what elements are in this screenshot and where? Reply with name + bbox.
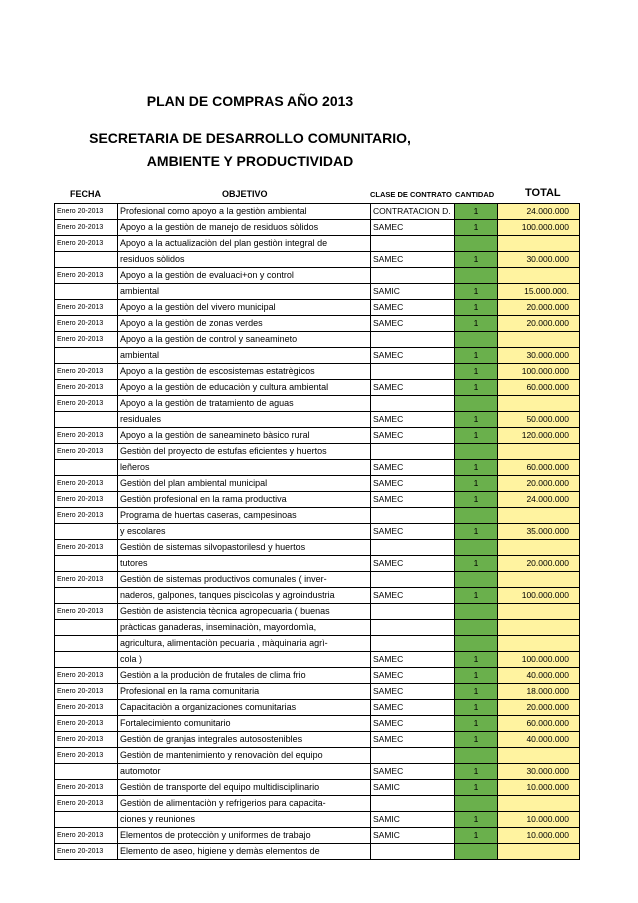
cell-cantidad — [455, 620, 498, 636]
cell-objetivo: Apoyo a la gestiòn de educaciòn y cultura ambiental — [118, 380, 371, 396]
cell-objetivo: Gestiòn del plan ambiental municipal — [118, 476, 371, 492]
cell-total — [498, 844, 580, 860]
cell-fecha: Enero 20-2013 — [55, 268, 118, 284]
cell-total: 100.000.000 — [498, 220, 580, 236]
cell-fecha: Enero 20-2013 — [55, 396, 118, 412]
cell-total — [498, 236, 580, 252]
cell-cantidad: 1 — [455, 460, 498, 476]
table-row — [55, 268, 580, 284]
cell-objetivo: automotor — [118, 764, 371, 780]
table-row — [55, 412, 580, 428]
cell-objetivo: y escolares — [118, 524, 371, 540]
cell-cantidad: 1 — [455, 204, 498, 220]
cell-cantidad — [455, 540, 498, 556]
table-row — [55, 236, 580, 252]
cell-fecha — [55, 556, 118, 572]
cell-objetivo: ciones y reuniones — [118, 812, 371, 828]
cell-objetivo: Apoyo a la gestiòn del vivero municipal — [118, 300, 371, 316]
cell-cantidad: 1 — [455, 716, 498, 732]
cell-clase-contrato — [371, 604, 455, 620]
cell-objetivo: Capacitaciòn a organizaciones comunitarias — [118, 700, 371, 716]
subtitle-line-2: AMBIENTE Y PRODUCTIVIDAD — [146, 153, 354, 169]
cell-objetivo: Gestiòn del proyecto de estufas eficientes y huertos — [118, 444, 371, 460]
cell-objetivo: Apoyo a la gestiòn de manejo de residuos sòlidos — [118, 220, 371, 236]
header-fecha: FECHA — [70, 189, 101, 199]
table-row — [55, 476, 580, 492]
table-row — [55, 380, 580, 396]
table-row — [55, 284, 580, 300]
table-row — [55, 524, 580, 540]
cell-fecha — [55, 460, 118, 476]
cell-total: 15.000.000. — [498, 284, 580, 300]
cell-cantidad — [455, 508, 498, 524]
cell-objetivo: Gestiòn a la produciòn de frutales de clima frio — [118, 668, 371, 684]
cell-total: 24.000.000 — [498, 204, 580, 220]
cell-clase-contrato: SAMEC — [371, 348, 455, 364]
cell-cantidad: 1 — [455, 412, 498, 428]
cell-clase-contrato: SAMEC — [371, 716, 455, 732]
cell-cantidad: 1 — [455, 348, 498, 364]
cell-objetivo: naderos, galpones, tanques piscìcolas y agroindustria — [118, 588, 371, 604]
cell-cantidad: 1 — [455, 220, 498, 236]
cell-objetivo: ambiental — [118, 284, 371, 300]
cell-clase-contrato: SAMEC — [371, 252, 455, 268]
cell-cantidad: 1 — [455, 828, 498, 844]
cell-clase-contrato: SAMEC — [371, 476, 455, 492]
cell-fecha: Enero 20-2013 — [55, 428, 118, 444]
table-row — [55, 828, 580, 844]
cell-clase-contrato: SAMIC — [371, 780, 455, 796]
table-row — [55, 652, 580, 668]
cell-total — [498, 540, 580, 556]
cell-fecha — [55, 764, 118, 780]
cell-clase-contrato: SAMEC — [371, 492, 455, 508]
cell-total — [498, 620, 580, 636]
cell-fecha — [55, 412, 118, 428]
cell-cantidad — [455, 268, 498, 284]
cell-fecha: Enero 20-2013 — [55, 732, 118, 748]
cell-fecha: Enero 20-2013 — [55, 220, 118, 236]
cell-objetivo: cola ) — [118, 652, 371, 668]
table-row — [55, 812, 580, 828]
cell-fecha: Enero 20-2013 — [55, 668, 118, 684]
cell-clase-contrato: SAMEC — [371, 300, 455, 316]
cell-objetivo: Apoyo a la gestiòn de zonas verdes — [118, 316, 371, 332]
cell-fecha — [55, 284, 118, 300]
table-row — [55, 764, 580, 780]
cell-clase-contrato: SAMEC — [371, 652, 455, 668]
cell-total — [498, 508, 580, 524]
cell-fecha: Enero 20-2013 — [55, 828, 118, 844]
cell-total: 20.000.000 — [498, 700, 580, 716]
table-row — [55, 572, 580, 588]
cell-cantidad: 1 — [455, 668, 498, 684]
cell-fecha: Enero 20-2013 — [55, 300, 118, 316]
header-clase-contrato: CLASE DE CONTRATO — [370, 190, 452, 199]
cell-objetivo: Apoyo a la gestiòn de evaluaci+on y control — [118, 268, 371, 284]
cell-objetivo: Gestiòn de granjas integrales autosostenibles — [118, 732, 371, 748]
cell-fecha: Enero 20-2013 — [55, 780, 118, 796]
header-total: TOTAL — [525, 187, 561, 199]
cell-cantidad: 1 — [455, 428, 498, 444]
cell-objetivo: Gestiòn de asistencia tècnica agropecuaria ( buenas — [118, 604, 371, 620]
cell-total: 60.000.000 — [498, 380, 580, 396]
cell-clase-contrato — [371, 748, 455, 764]
table-row — [55, 396, 580, 412]
cell-total: 10.000.000 — [498, 828, 580, 844]
cell-total: 20.000.000 — [498, 300, 580, 316]
cell-fecha: Enero 20-2013 — [55, 540, 118, 556]
cell-clase-contrato — [371, 620, 455, 636]
cell-total: 50.000.000 — [498, 412, 580, 428]
cell-clase-contrato — [371, 268, 455, 284]
cell-objetivo: Profesional en la rama comunitaria — [118, 684, 371, 700]
table-row — [55, 364, 580, 380]
cell-fecha: Enero 20-2013 — [55, 508, 118, 524]
cell-objetivo: Apoyo a la actualizaciòn del plan gestiòn integral de — [118, 236, 371, 252]
cell-cantidad: 1 — [455, 780, 498, 796]
cell-cantidad: 1 — [455, 284, 498, 300]
cell-objetivo: Gestiòn de mantenimiento y renovaciòn del equipo — [118, 748, 371, 764]
cell-total: 35.000.000 — [498, 524, 580, 540]
cell-cantidad: 1 — [455, 476, 498, 492]
cell-objetivo: Apoyo a la gestiòn de tratamiento de aguas — [118, 396, 371, 412]
cell-total: 40.000.000 — [498, 668, 580, 684]
cell-total: 120.000.000 — [498, 428, 580, 444]
cell-clase-contrato — [371, 236, 455, 252]
cell-objetivo: Gestiòn de sistemas silvopastorilesd y huertos — [118, 540, 371, 556]
cell-total — [498, 332, 580, 348]
cell-cantidad: 1 — [455, 812, 498, 828]
table-row — [55, 460, 580, 476]
cell-clase-contrato: SAMEC — [371, 668, 455, 684]
table-row — [55, 844, 580, 860]
table-header — [54, 187, 580, 203]
cell-fecha: Enero 20-2013 — [55, 204, 118, 220]
table-row — [55, 796, 580, 812]
cell-clase-contrato: SAMEC — [371, 700, 455, 716]
cell-fecha: Enero 20-2013 — [55, 444, 118, 460]
cell-cantidad — [455, 572, 498, 588]
cell-objetivo: residuales — [118, 412, 371, 428]
cell-fecha: Enero 20-2013 — [55, 796, 118, 812]
cell-clase-contrato: SAMIC — [371, 828, 455, 844]
header-objetivo: OBJETIVO — [222, 189, 268, 199]
cell-cantidad: 1 — [455, 252, 498, 268]
cell-clase-contrato: SAMEC — [371, 524, 455, 540]
header-cantidad: CANTIDAD — [455, 190, 495, 199]
cell-clase-contrato — [371, 396, 455, 412]
table-row — [55, 588, 580, 604]
cell-cantidad: 1 — [455, 300, 498, 316]
cell-cantidad — [455, 636, 498, 652]
cell-total: 60.000.000 — [498, 716, 580, 732]
table-row — [55, 220, 580, 236]
cell-objetivo: leñeros — [118, 460, 371, 476]
cell-fecha — [55, 588, 118, 604]
cell-clase-contrato: SAMIC — [371, 284, 455, 300]
cell-cantidad — [455, 332, 498, 348]
table-row — [55, 748, 580, 764]
cell-cantidad — [455, 396, 498, 412]
cell-total — [498, 604, 580, 620]
cell-fecha: Enero 20-2013 — [55, 380, 118, 396]
cell-total: 10.000.000 — [498, 812, 580, 828]
cell-clase-contrato: SAMEC — [371, 428, 455, 444]
cell-total: 30.000.000 — [498, 348, 580, 364]
cell-fecha: Enero 20-2013 — [55, 476, 118, 492]
cell-cantidad: 1 — [455, 588, 498, 604]
cell-total — [498, 444, 580, 460]
cell-objetivo: Gestiòn de alimentaciòn y refrigerios para capacita- — [118, 796, 371, 812]
cell-clase-contrato: SAMEC — [371, 460, 455, 476]
table-row — [55, 252, 580, 268]
cell-fecha: Enero 20-2013 — [55, 316, 118, 332]
cell-total: 60.000.000 — [498, 460, 580, 476]
cell-objetivo: Apoyo a la gestiòn de control y saneamineto — [118, 332, 371, 348]
cell-cantidad — [455, 796, 498, 812]
cell-cantidad: 1 — [455, 524, 498, 540]
cell-fecha: Enero 20-2013 — [55, 716, 118, 732]
table-row — [55, 332, 580, 348]
purchases-table — [54, 203, 580, 860]
cell-fecha — [55, 252, 118, 268]
cell-total: 20.000.000 — [498, 476, 580, 492]
cell-objetivo: Programa de huertas caseras, campesinoas — [118, 508, 371, 524]
cell-clase-contrato: SAMEC — [371, 684, 455, 700]
subtitle-line-1: SECRETARIA DE DESARROLLO COMUNITARIO, — [89, 130, 411, 146]
cell-objetivo: Gestiòn de sistemas productivos comunales ( inver- — [118, 572, 371, 588]
table-row — [55, 636, 580, 652]
cell-fecha — [55, 652, 118, 668]
cell-clase-contrato: CONTRATACION D. — [371, 204, 455, 220]
table-row — [55, 716, 580, 732]
table-row — [55, 428, 580, 444]
table-row — [55, 732, 580, 748]
cell-clase-contrato — [371, 332, 455, 348]
cell-total — [498, 396, 580, 412]
cell-total — [498, 572, 580, 588]
cell-clase-contrato — [371, 508, 455, 524]
cell-objetivo: Profesional como apoyo a la gestiòn ambiental — [118, 204, 371, 220]
cell-cantidad: 1 — [455, 364, 498, 380]
cell-total: 100.000.000 — [498, 588, 580, 604]
cell-total — [498, 636, 580, 652]
cell-cantidad — [455, 844, 498, 860]
document-title: PLAN DE COMPRAS AÑO 2013 — [146, 93, 354, 109]
cell-objetivo: Apoyo a la gestiòn de saneamineto bàsico rural — [118, 428, 371, 444]
table-row — [55, 620, 580, 636]
cell-total: 40.000.000 — [498, 732, 580, 748]
table-row — [55, 300, 580, 316]
cell-objetivo: Elemento de aseo, higiene y demàs elementos de — [118, 844, 371, 860]
cell-clase-contrato: SAMEC — [371, 316, 455, 332]
cell-fecha — [55, 812, 118, 828]
table-row — [55, 508, 580, 524]
cell-cantidad: 1 — [455, 700, 498, 716]
cell-fecha — [55, 348, 118, 364]
cell-clase-contrato: SAMIC — [371, 812, 455, 828]
cell-fecha: Enero 20-2013 — [55, 572, 118, 588]
cell-objetivo: Elementos de protecciòn y uniformes de trabajo — [118, 828, 371, 844]
cell-objetivo: Fortalecimiento comunitario — [118, 716, 371, 732]
cell-total: 18.000.000 — [498, 684, 580, 700]
cell-cantidad: 1 — [455, 652, 498, 668]
table-row — [55, 204, 580, 220]
cell-clase-contrato — [371, 540, 455, 556]
cell-clase-contrato: SAMEC — [371, 380, 455, 396]
cell-cantidad — [455, 236, 498, 252]
cell-total: 20.000.000 — [498, 556, 580, 572]
cell-objetivo: pràcticas ganaderas, inseminaciòn, mayordomìa, — [118, 620, 371, 636]
table-row — [55, 556, 580, 572]
cell-total: 100.000.000 — [498, 652, 580, 668]
cell-fecha: Enero 20-2013 — [55, 844, 118, 860]
table-row — [55, 668, 580, 684]
cell-fecha: Enero 20-2013 — [55, 700, 118, 716]
cell-clase-contrato: SAMEC — [371, 556, 455, 572]
cell-fecha — [55, 636, 118, 652]
cell-clase-contrato: SAMEC — [371, 732, 455, 748]
cell-clase-contrato: SAMEC — [371, 588, 455, 604]
cell-fecha: Enero 20-2013 — [55, 236, 118, 252]
table-row — [55, 316, 580, 332]
cell-clase-contrato: SAMEC — [371, 412, 455, 428]
cell-clase-contrato — [371, 844, 455, 860]
cell-clase-contrato — [371, 364, 455, 380]
cell-clase-contrato — [371, 444, 455, 460]
table-row — [55, 604, 580, 620]
cell-clase-contrato — [371, 572, 455, 588]
cell-cantidad: 1 — [455, 380, 498, 396]
cell-objetivo: ambiental — [118, 348, 371, 364]
cell-total — [498, 748, 580, 764]
document-subtitle — [0, 127, 500, 173]
cell-total: 100.000.000 — [498, 364, 580, 380]
cell-fecha: Enero 20-2013 — [55, 684, 118, 700]
cell-total: 30.000.000 — [498, 252, 580, 268]
cell-clase-contrato: SAMEC — [371, 220, 455, 236]
cell-total: 24.000.000 — [498, 492, 580, 508]
cell-fecha: Enero 20-2013 — [55, 748, 118, 764]
cell-fecha — [55, 524, 118, 540]
cell-total: 30.000.000 — [498, 764, 580, 780]
table-row — [55, 700, 580, 716]
cell-cantidad: 1 — [455, 732, 498, 748]
cell-cantidad — [455, 748, 498, 764]
cell-cantidad: 1 — [455, 556, 498, 572]
table-row — [55, 780, 580, 796]
cell-total: 10.000.000 — [498, 780, 580, 796]
cell-total: 20.000.000 — [498, 316, 580, 332]
cell-objetivo: Apoyo a la gestiòn de escosistemas estatrègicos — [118, 364, 371, 380]
cell-clase-contrato — [371, 636, 455, 652]
table-row — [55, 444, 580, 460]
cell-objetivo: Gestiòn de transporte del equipo multidisciplinario — [118, 780, 371, 796]
cell-cantidad: 1 — [455, 316, 498, 332]
cell-cantidad: 1 — [455, 684, 498, 700]
table-row — [55, 348, 580, 364]
cell-cantidad — [455, 604, 498, 620]
cell-cantidad — [455, 444, 498, 460]
cell-clase-contrato: SAMEC — [371, 764, 455, 780]
cell-fecha: Enero 20-2013 — [55, 492, 118, 508]
cell-total — [498, 268, 580, 284]
cell-fecha: Enero 20-2013 — [55, 364, 118, 380]
cell-objetivo: tutores — [118, 556, 371, 572]
table-row — [55, 492, 580, 508]
cell-fecha: Enero 20-2013 — [55, 332, 118, 348]
cell-fecha: Enero 20-2013 — [55, 604, 118, 620]
cell-objetivo: residuos sòlidos — [118, 252, 371, 268]
cell-clase-contrato — [371, 796, 455, 812]
cell-total — [498, 796, 580, 812]
cell-objetivo: Gestiòn profesional en la rama productiva — [118, 492, 371, 508]
table-row — [55, 540, 580, 556]
cell-objetivo: agricultura, alimentaciòn pecuaria , màquinaria agrì- — [118, 636, 371, 652]
table-row — [55, 684, 580, 700]
cell-fecha — [55, 620, 118, 636]
cell-cantidad: 1 — [455, 492, 498, 508]
cell-cantidad: 1 — [455, 764, 498, 780]
